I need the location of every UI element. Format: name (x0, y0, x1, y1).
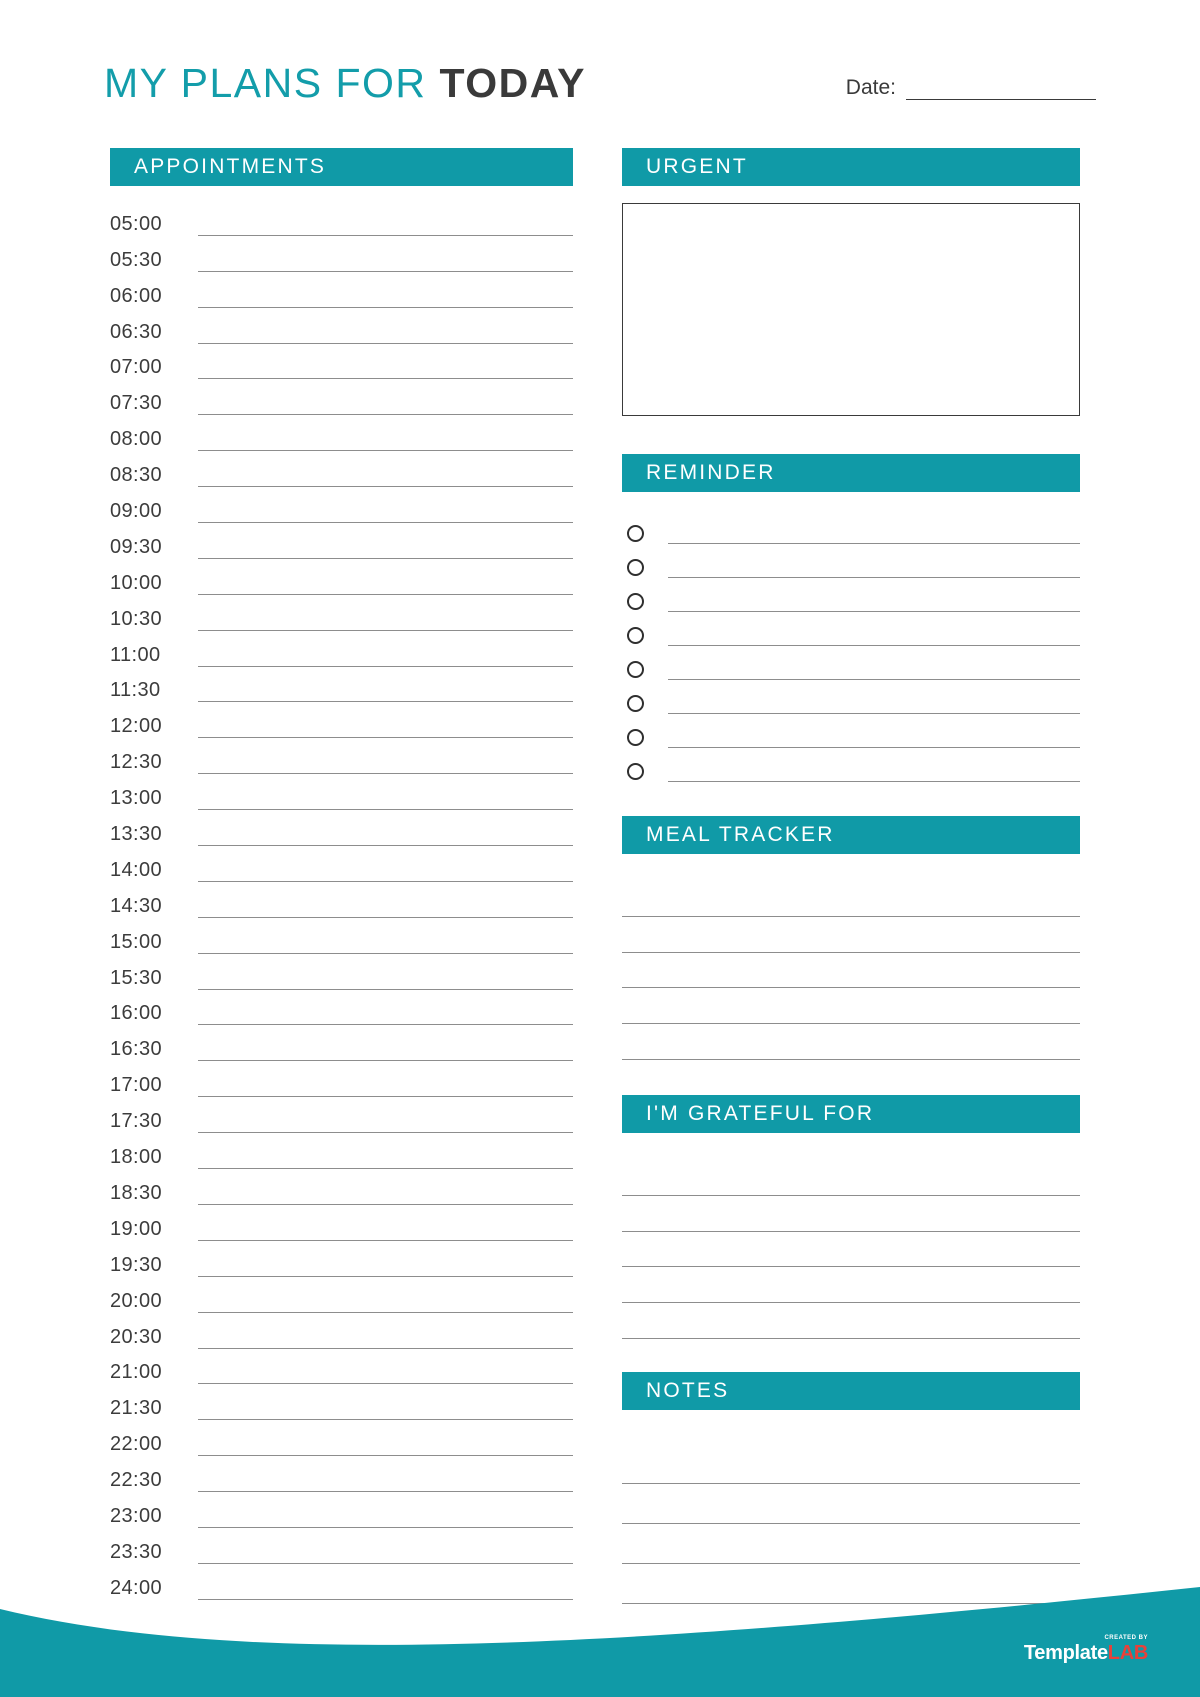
appointment-input-line[interactable] (198, 540, 573, 559)
appointment-time: 15:00 (110, 930, 163, 953)
notes-input-line[interactable] (622, 1444, 1080, 1484)
appointment-input-line[interactable] (198, 827, 573, 846)
page-footer (0, 1547, 1200, 1697)
appointment-input-line[interactable] (198, 468, 573, 487)
brand-created-by: CREATED BY (1104, 1635, 1148, 1641)
appointment-time: 23:30 (110, 1540, 163, 1563)
appointment-time: 08:30 (110, 464, 163, 487)
appointment-input-line[interactable] (198, 648, 573, 667)
checkbox-circle-icon[interactable] (627, 525, 644, 542)
appointment-time: 06:00 (110, 284, 163, 307)
appointment-input-line[interactable] (198, 899, 573, 918)
appointment-time: 22:00 (110, 1433, 163, 1456)
appointment-input-line[interactable] (198, 253, 573, 272)
brand-name (1024, 1643, 1148, 1663)
appointment-time: 11:00 (110, 643, 161, 666)
reminder-input-line[interactable] (668, 561, 1080, 578)
appointment-row[interactable] (110, 379, 573, 415)
appointment-input-line[interactable] (198, 612, 573, 631)
page-title-light: MY PLANS FOR (104, 60, 440, 106)
appointment-time: 23:00 (110, 1504, 163, 1527)
reminder-input-line[interactable] (668, 595, 1080, 612)
appointment-input-line[interactable] (198, 396, 573, 415)
checkbox-circle-icon[interactable] (627, 695, 644, 712)
brand-name-first: Template (1023, 1642, 1108, 1664)
appointment-row[interactable] (110, 774, 573, 810)
appointment-row[interactable] (110, 1384, 573, 1420)
appointment-row[interactable] (110, 200, 573, 236)
appointment-input-line[interactable] (198, 325, 573, 344)
appointment-time: 19:00 (110, 1217, 163, 1240)
appointment-time: 18:00 (110, 1146, 163, 1169)
date-label: Date: (845, 76, 896, 99)
reminder-input-line[interactable] (668, 527, 1080, 544)
appointment-row[interactable] (110, 344, 573, 380)
appointments-heading: APPOINTMENTS (110, 148, 573, 186)
appointment-time: 18:30 (110, 1181, 163, 1204)
appointment-input-line[interactable] (198, 755, 573, 774)
appointment-input-line[interactable] (198, 719, 573, 738)
appointment-input-line[interactable] (198, 1294, 573, 1313)
appointment-input-line[interactable] (198, 1078, 573, 1097)
notes-input-line[interactable] (622, 1484, 1080, 1524)
appointment-row[interactable] (110, 451, 573, 487)
appointment-time: 15:30 (110, 966, 163, 989)
appointment-row[interactable] (110, 1061, 573, 1097)
right-column (622, 148, 1080, 1644)
meal-tracker-section (622, 816, 1080, 1060)
reminder-input-line[interactable] (668, 765, 1080, 782)
urgent-heading: URGENT (622, 148, 1080, 186)
grateful-heading: I'M GRATEFUL FOR (622, 1095, 1080, 1133)
reminder-item[interactable] (622, 680, 1080, 714)
appointment-time: 13:30 (110, 823, 163, 846)
appointment-input-line[interactable] (198, 935, 573, 954)
appointment-time: 05:00 (110, 212, 163, 235)
meal-tracker-lines (622, 881, 1080, 1060)
appointment-row[interactable] (110, 954, 573, 990)
appointment-time: 14:30 (110, 894, 163, 917)
page-title-bold: TODAY (439, 60, 586, 106)
reminder-item[interactable] (622, 748, 1080, 782)
appointment-time: 07:30 (110, 392, 163, 415)
grateful-section (622, 1095, 1080, 1339)
appointment-row[interactable] (110, 272, 573, 308)
appointment-row[interactable] (110, 738, 573, 774)
appointment-time: 10:00 (110, 571, 163, 594)
appointment-time: 11:30 (110, 679, 161, 702)
reminder-input-line[interactable] (668, 663, 1080, 680)
appointment-input-line[interactable] (198, 1186, 573, 1205)
appointment-input-line[interactable] (198, 576, 573, 595)
reminder-item[interactable] (622, 544, 1080, 578)
reminder-heading: REMINDER (622, 454, 1080, 492)
date-field[interactable] (846, 76, 1096, 100)
appointment-input-line[interactable] (198, 1114, 573, 1133)
appointment-input-line[interactable] (198, 1258, 573, 1277)
appointment-input-line[interactable] (198, 289, 573, 308)
appointment-input-line[interactable] (198, 1330, 573, 1349)
reminder-section (622, 454, 1080, 782)
meal-tracker-input-line[interactable] (622, 988, 1080, 1024)
appointment-input-line[interactable] (198, 971, 573, 990)
appointment-time: 16:30 (110, 1038, 163, 1061)
appointment-row[interactable] (110, 1277, 573, 1313)
notes-heading: NOTES (622, 1372, 1080, 1410)
appointment-time: 08:00 (110, 428, 163, 451)
appointment-input-line[interactable] (198, 1150, 573, 1169)
appointment-input-line[interactable] (198, 432, 573, 451)
checkbox-circle-icon[interactable] (627, 627, 644, 644)
appointment-input-line[interactable] (198, 217, 573, 236)
grateful-input-line[interactable] (622, 1160, 1080, 1196)
appointment-time: 06:30 (110, 320, 163, 343)
grateful-lines (622, 1160, 1080, 1339)
appointment-row[interactable] (110, 1169, 573, 1205)
appointment-row[interactable] (110, 595, 573, 631)
appointment-time: 07:00 (110, 356, 163, 379)
appointment-row[interactable] (110, 810, 573, 846)
appointment-time: 09:30 (110, 535, 163, 558)
appointments-list (110, 200, 573, 1600)
appointment-row[interactable] (110, 559, 573, 595)
appointment-time: 20:00 (110, 1289, 163, 1312)
appointment-time: 21:30 (110, 1397, 163, 1420)
reminder-item[interactable] (622, 510, 1080, 544)
appointment-row[interactable] (110, 667, 573, 703)
appointment-row[interactable] (110, 487, 573, 523)
reminder-list (622, 510, 1080, 782)
appointment-time: 12:00 (110, 715, 163, 738)
page-header (104, 60, 1096, 120)
appointment-input-line[interactable] (198, 1437, 573, 1456)
appointment-time: 10:30 (110, 607, 163, 630)
appointment-time: 14:00 (110, 858, 163, 881)
footer-wave-shape (0, 1547, 1200, 1697)
appointment-time: 17:30 (110, 1110, 163, 1133)
appointment-time: 05:30 (110, 248, 163, 271)
appointment-time: 17:00 (110, 1074, 163, 1097)
appointment-row[interactable] (110, 1097, 573, 1133)
appointment-time: 16:00 (110, 1002, 163, 1025)
grateful-input-line[interactable] (622, 1232, 1080, 1268)
appointment-row[interactable] (110, 1313, 573, 1349)
appointment-row[interactable] (110, 1492, 573, 1528)
meal-tracker-input-line[interactable] (622, 953, 1080, 989)
reminder-input-line[interactable] (668, 731, 1080, 748)
appointment-row[interactable] (110, 631, 573, 667)
appointment-row[interactable] (110, 1205, 573, 1241)
appointment-row[interactable] (110, 1241, 573, 1277)
appointment-input-line[interactable] (198, 1222, 573, 1241)
page-title (104, 60, 586, 107)
appointment-row[interactable] (110, 1133, 573, 1169)
meal-tracker-input-line[interactable] (622, 881, 1080, 917)
appointment-row[interactable] (110, 1456, 573, 1492)
appointment-time: 22:30 (110, 1469, 163, 1492)
appointment-input-line[interactable] (198, 504, 573, 523)
date-input-line[interactable] (906, 79, 1096, 100)
appointment-row[interactable] (110, 236, 573, 272)
brand-logo (1024, 1635, 1148, 1663)
meal-tracker-input-line[interactable] (622, 1024, 1080, 1060)
appointment-time: 20:30 (110, 1325, 163, 1348)
appointment-input-line[interactable] (198, 1006, 573, 1025)
grateful-input-line[interactable] (622, 1196, 1080, 1232)
appointment-row[interactable] (110, 1420, 573, 1456)
brand-name-second: LAB (1107, 1642, 1148, 1664)
urgent-section (622, 148, 1080, 416)
appointment-row[interactable] (110, 918, 573, 954)
appointment-time: 09:00 (110, 500, 163, 523)
checkbox-circle-icon[interactable] (627, 559, 644, 576)
checkbox-circle-icon[interactable] (627, 661, 644, 678)
urgent-textarea[interactable] (622, 203, 1080, 416)
reminder-item[interactable] (622, 612, 1080, 646)
appointment-row[interactable] (110, 523, 573, 559)
reminder-item[interactable] (622, 646, 1080, 680)
appointment-input-line[interactable] (198, 1365, 573, 1384)
appointment-row[interactable] (110, 308, 573, 344)
reminder-input-line[interactable] (668, 697, 1080, 714)
appointment-time: 21:00 (110, 1361, 163, 1384)
reminder-input-line[interactable] (668, 629, 1080, 646)
checkbox-circle-icon[interactable] (627, 763, 644, 780)
checkbox-circle-icon[interactable] (627, 593, 644, 610)
appointment-time: 12:30 (110, 751, 163, 774)
appointment-time: 19:30 (110, 1253, 163, 1276)
appointment-input-line[interactable] (198, 1473, 573, 1492)
reminder-item[interactable] (622, 714, 1080, 748)
appointment-input-line[interactable] (198, 1401, 573, 1420)
appointment-input-line[interactable] (198, 791, 573, 810)
appointment-row[interactable] (110, 1349, 573, 1385)
appointment-row[interactable] (110, 882, 573, 918)
appointment-input-line[interactable] (198, 360, 573, 379)
reminder-item[interactable] (622, 578, 1080, 612)
appointment-input-line[interactable] (198, 1042, 573, 1061)
grateful-input-line[interactable] (622, 1303, 1080, 1339)
meal-tracker-input-line[interactable] (622, 917, 1080, 953)
appointment-row[interactable] (110, 1025, 573, 1061)
appointment-row[interactable] (110, 415, 573, 451)
appointment-time: 24:00 (110, 1576, 163, 1599)
appointment-input-line[interactable] (198, 683, 573, 702)
appointment-input-line[interactable] (198, 863, 573, 882)
appointments-section (110, 148, 573, 1600)
meal-tracker-heading: MEAL TRACKER (622, 816, 1080, 854)
appointment-input-line[interactable] (198, 1509, 573, 1528)
appointment-time: 13:00 (110, 787, 163, 810)
appointment-row[interactable] (110, 702, 573, 738)
checkbox-circle-icon[interactable] (627, 729, 644, 746)
appointment-row[interactable] (110, 846, 573, 882)
appointment-row[interactable] (110, 990, 573, 1026)
grateful-input-line[interactable] (622, 1267, 1080, 1303)
